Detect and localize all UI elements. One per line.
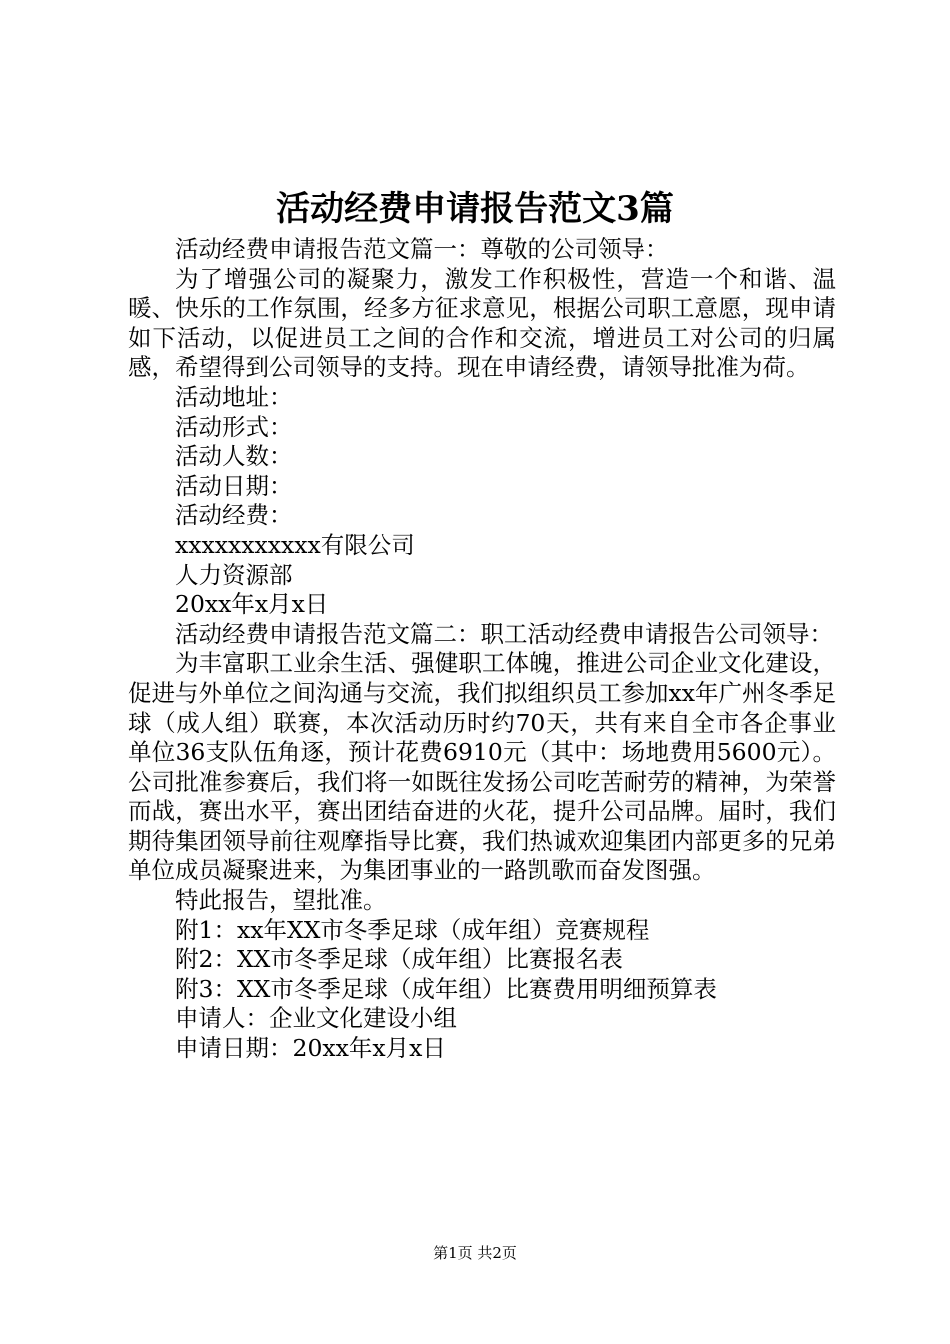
signature-company: xxxxxxxxxxx有限公司 bbox=[175, 530, 415, 559]
page-footer: 第1页 共2页 bbox=[433, 1244, 517, 1262]
paragraph-salutation-2: 活动经费申请报告范文篇二：职工活动经费申请报告公司领导： bbox=[175, 619, 833, 648]
paragraph-salutation-1: 活动经费申请报告范文篇一：尊敬的公司领导： bbox=[175, 235, 669, 263]
attachment-2: 附2：XX市冬季足球（成年组）比赛报名表 bbox=[175, 945, 623, 974]
signature-date: 20xx年x月x日 bbox=[175, 590, 329, 619]
document-body bbox=[128, 235, 836, 1064]
paragraph-closing: 特此报告，望批准。 bbox=[175, 886, 387, 915]
field-activity-date: 活动日期： bbox=[175, 471, 293, 500]
applicant: 申请人：企业文化建设小组 bbox=[175, 1004, 457, 1033]
field-activity-address: 活动地址： bbox=[175, 382, 293, 411]
document-title: 活动经费申请报告范文3篇 bbox=[276, 189, 674, 229]
application-date: 申请日期：20xx年x月x日 bbox=[175, 1034, 446, 1063]
field-activity-form: 活动形式： bbox=[175, 412, 293, 441]
field-activity-budget: 活动经费： bbox=[175, 501, 293, 530]
paragraph-request-1: 为了增强公司的凝聚力，激发工作积极性，营造一个和谐、温暖、快乐的工作氛围，经多方征求意见，根据公司职工意愿，现申请如下活动，以促进员工之间的合作和交流，增进员工对公司的归属感，希望得到公司领导的支持。现在申请经费，请领导批准为荷。 bbox=[128, 264, 836, 382]
attachment-1: 附1：xx年XX市冬季足球（成年组）竞赛规程 bbox=[175, 915, 650, 944]
attachment-3: 附3：XX市冬季足球（成年组）比赛费用明细预算表 bbox=[175, 974, 717, 1003]
paragraph-request-2: 为丰富职工业余生活、强健职工体魄，推进公司企业文化建设，促进与外单位之间沟通与交流，我们拟组织员工参加xx年广州冬季足球（成人组）联赛，本次活动历时约70天，共有来自全市各企事业单位36支队伍角逐，预计花费6910元（其中：场地费用5600元）。公司批准参赛后，我们将一如既往发扬公司吃苦耐劳的精神，为荣誉而战，赛出水平，赛出团结奋进的火花，提升公司品牌。届时，我们期待集团领导前往观摩指导比赛，我们热诚欢迎集团内部更多的兄弟单位成员凝聚进来，为集团事业的一路凯歌而奋发图强。 bbox=[128, 649, 837, 885]
signature-department: 人力资源部 bbox=[175, 560, 293, 589]
field-activity-headcount: 活动人数： bbox=[175, 442, 293, 471]
